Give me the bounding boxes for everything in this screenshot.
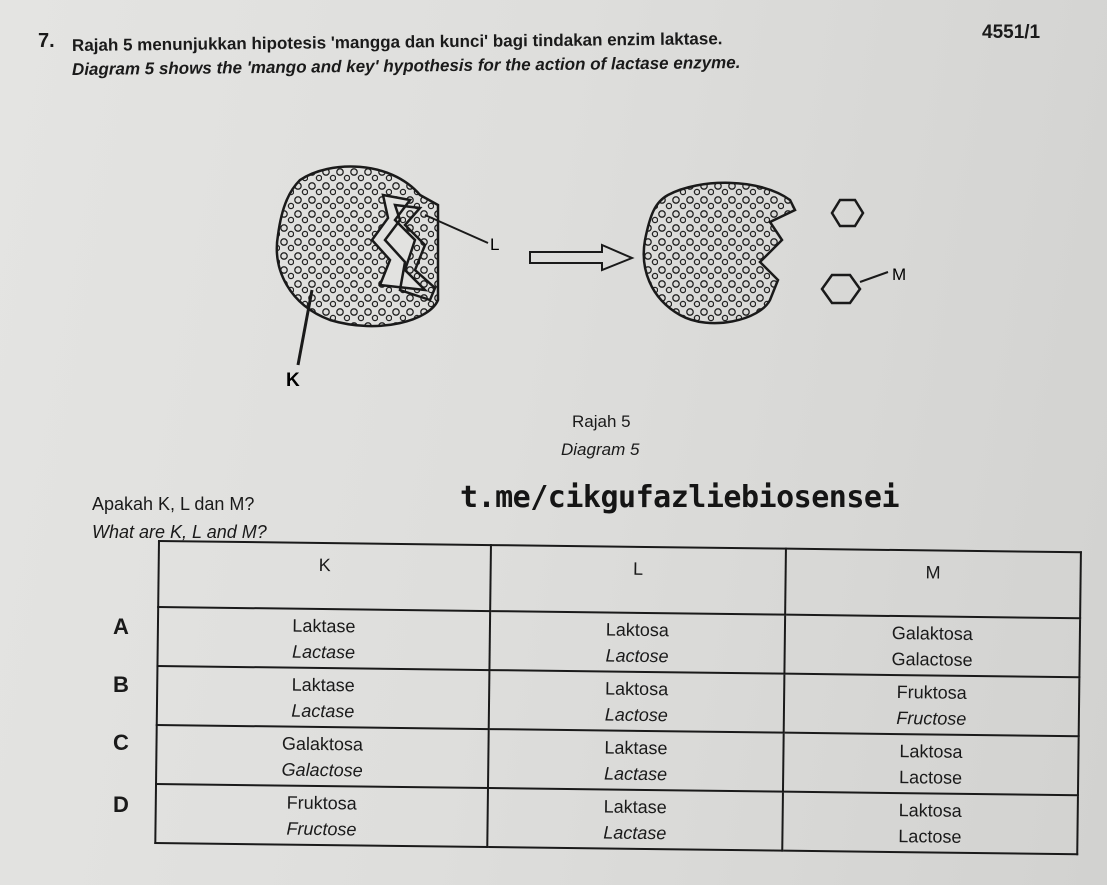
question-number: 7.	[38, 30, 55, 52]
cell-L	[487, 788, 783, 851]
cell-english: Lactase	[291, 641, 356, 662]
options-table	[154, 540, 1082, 855]
question-text-malay: Rajah 5 menunjukkan hipotesis 'mangga dan kunci' bagi tindakan enzim laktase.	[71, 29, 723, 55]
cell-malay: Galaktosa	[891, 622, 974, 644]
reaction-arrow	[530, 245, 632, 270]
prompt-english: What are K, L and M?	[92, 522, 267, 542]
cell-english: Galactose	[281, 759, 363, 781]
question-text-english: Diagram 5 shows the 'mango and key' hypothesis for the action of lactase enzyme.	[71, 53, 741, 79]
cell-M	[783, 733, 1079, 796]
cell-malay: Laktase	[292, 615, 356, 636]
cell-malay: Laktosa	[604, 677, 669, 699]
cell-K	[155, 784, 488, 847]
cell-english: Fructose	[896, 707, 967, 729]
cell-K	[156, 725, 489, 788]
cell-L	[489, 670, 785, 733]
cell-malay: Laktase	[603, 795, 667, 817]
cell-L	[488, 729, 784, 792]
cell-english: Lactose	[605, 644, 669, 666]
cell-english: Lactose	[898, 825, 962, 847]
cell-english: Lactase	[291, 700, 355, 721]
enzyme-free	[644, 183, 795, 323]
header-M: M	[785, 549, 1081, 619]
paper-code: 4551/1	[982, 22, 1041, 43]
diagram-caption-malay: Rajah 5	[572, 412, 631, 431]
product-hexagon-M	[822, 275, 860, 303]
cell-malay: Laktosa	[899, 740, 963, 762]
cell-K	[157, 607, 490, 670]
cell-english: Lactase	[603, 762, 668, 784]
table-header-row	[158, 541, 1081, 618]
cell-english: Galactose	[891, 648, 973, 670]
cell-english: Fructose	[286, 818, 357, 839]
cell-english: Lactase	[603, 821, 667, 843]
cell-K	[157, 666, 490, 729]
cell-malay: Laktosa	[898, 799, 962, 821]
watermark: t.me/cikgufazliebiosensei	[460, 480, 900, 515]
cell-malay: Laktosa	[605, 618, 670, 640]
prompt-malay: Apakah K, L dan M?	[92, 494, 255, 514]
label-K: K	[286, 370, 300, 391]
cell-M	[784, 674, 1080, 737]
option-letter-a: A	[113, 614, 129, 639]
table-row-d[interactable]	[155, 784, 1078, 854]
cell-malay: Galaktosa	[281, 733, 364, 755]
cell-M	[784, 615, 1080, 678]
cell-malay: Fruktosa	[286, 792, 357, 813]
pointer-line-M	[860, 272, 888, 282]
cell-malay: Laktase	[291, 674, 355, 695]
cell-L	[489, 611, 785, 674]
cell-malay: Laktase	[604, 736, 668, 758]
label-M: M	[892, 265, 907, 284]
header-L: L	[490, 545, 786, 615]
header-K: K	[158, 541, 491, 611]
enzyme-with-substrate	[277, 166, 438, 326]
diagram-caption-english: Diagram 5	[561, 440, 640, 459]
option-letter-c: C	[113, 730, 129, 755]
cell-english: Lactose	[898, 766, 963, 788]
label-L: L	[490, 235, 500, 254]
option-letter-d: D	[113, 792, 129, 817]
option-letter-b: B	[113, 672, 129, 697]
cell-english: Lactose	[604, 703, 668, 725]
product-hexagon-top	[832, 200, 863, 226]
cell-malay: Fruktosa	[896, 681, 967, 703]
cell-M	[782, 792, 1078, 855]
